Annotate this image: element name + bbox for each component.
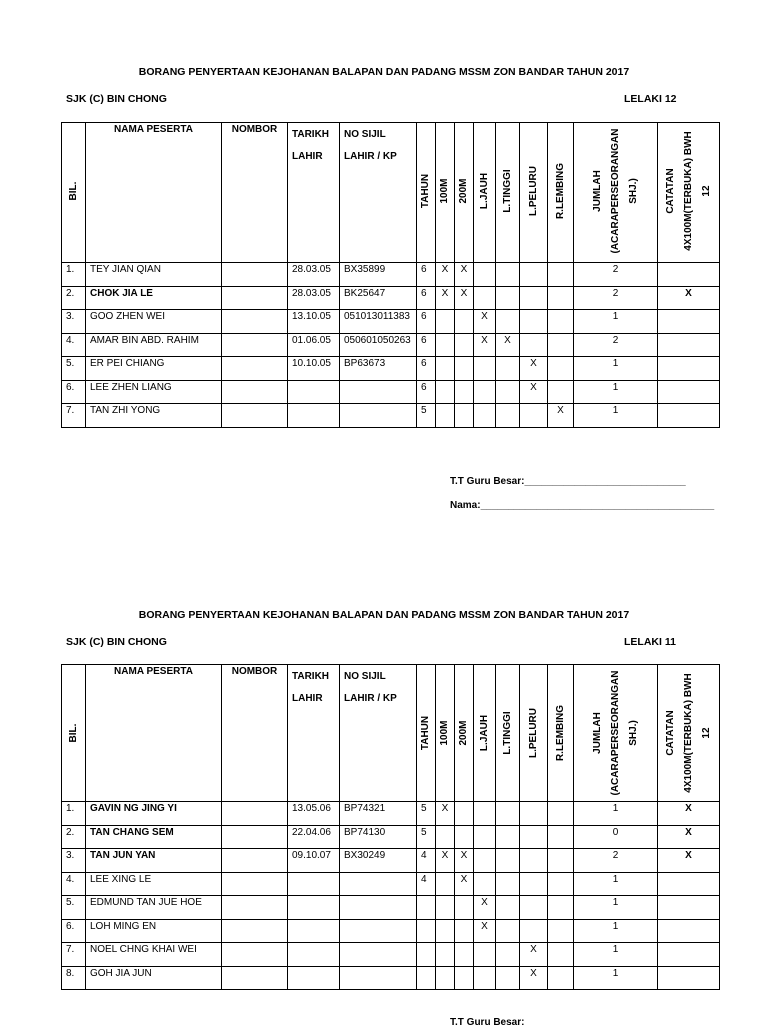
cell-bil: 2.	[66, 826, 75, 838]
table-row	[62, 802, 720, 826]
cell-nombor	[226, 802, 287, 803]
cell-tarikh	[292, 896, 339, 897]
cell-lpeluru	[520, 287, 547, 288]
cell-sijil	[344, 896, 416, 897]
cell-ljauh	[474, 287, 495, 288]
cell-ltinggi	[496, 920, 519, 921]
cell-rlembing	[548, 849, 573, 850]
cell-catatan: X	[685, 287, 692, 299]
cell-nama: CHOK JIA LE	[90, 287, 153, 299]
cell-nama: GOH JIA JUN	[90, 967, 152, 979]
cell-nama: TEY JIAN QIAN	[90, 264, 161, 275]
col-100m-header: 100M	[439, 178, 450, 204]
cell-ltinggi	[496, 404, 519, 405]
cell-ljauh	[474, 967, 495, 968]
cell-ltinggi	[496, 826, 519, 827]
cell-e100: X	[441, 264, 449, 275]
table-row	[62, 404, 720, 428]
cell-tarikh: 13.05.06	[292, 803, 331, 814]
cell-e200	[455, 802, 473, 803]
cell-ljauh: X	[481, 334, 488, 346]
cell-sijil	[344, 967, 416, 968]
cell-catatan: X	[685, 803, 692, 814]
form2-signature-line: T.T Guru Besar:	[450, 1017, 525, 1028]
col-bil-header: BIL.	[67, 181, 79, 201]
col-200m-header: 200M	[458, 720, 469, 746]
cell-jumlah: 1	[612, 897, 619, 908]
cell-tahun: 6	[421, 287, 427, 299]
cell-ljauh	[474, 357, 495, 358]
cell-nama: GAVIN NG JING YI	[90, 803, 177, 814]
col-rlembing-header: R.LEMBING	[554, 704, 566, 762]
cell-ltinggi	[496, 263, 519, 264]
cell-ltinggi: X	[504, 334, 511, 346]
cell-nombor	[226, 263, 287, 264]
cell-catatan	[658, 873, 719, 874]
cell-catatan	[658, 357, 719, 358]
cell-rlembing	[548, 920, 573, 921]
cell-ltinggi	[496, 357, 519, 358]
cell-e100: X	[441, 803, 449, 814]
cell-tarikh: 10.10.05	[292, 358, 331, 369]
cell-tarikh: 28.03.05	[292, 264, 331, 275]
cell-nama: LOH MING EN	[90, 920, 157, 932]
cell-nama: TAN ZHI YONG	[90, 405, 161, 416]
col-100m-header: 100M	[439, 720, 450, 746]
cell-tahun: 6	[421, 334, 427, 346]
form2-school-name: SJK (C) BIN CHONG	[66, 636, 167, 648]
cell-lpeluru	[520, 920, 547, 921]
col-nama-header: NAMA PESERTA	[114, 666, 193, 677]
cell-sijil	[344, 920, 416, 921]
cell-bil: 7.	[66, 405, 75, 416]
cell-rlembing	[548, 357, 573, 358]
cell-e200: X	[460, 873, 468, 885]
col-lpeluru-header: L.PELURU	[527, 708, 539, 758]
table-header-row	[62, 123, 720, 263]
col-nama-header: NAMA PESERTA	[114, 124, 193, 135]
table-row	[62, 357, 720, 381]
cell-tahun: 6	[421, 311, 427, 322]
cell-nama: EDMUND TAN JUE HOE	[90, 897, 202, 908]
col-lpeluru-header: L.PELURU	[527, 166, 539, 216]
cell-ljauh	[474, 849, 495, 850]
col-rlembing-header: R.LEMBING	[554, 162, 566, 220]
table-row	[62, 919, 720, 943]
cell-catatan	[658, 263, 719, 264]
cell-lpeluru	[520, 263, 547, 264]
col-nombor-header: NOMBOR	[231, 666, 278, 677]
cell-rlembing	[548, 873, 573, 874]
cell-ljauh	[474, 943, 495, 944]
cell-nombor	[226, 404, 287, 405]
cell-e100	[436, 896, 454, 897]
cell-ljauh	[474, 802, 495, 803]
col-catatan-header: CATATAN 4X100M(TERBUKA) BWH 12	[664, 131, 712, 251]
cell-catatan	[658, 967, 719, 968]
cell-jumlah: 2	[612, 334, 619, 346]
cell-jumlah: 2	[612, 264, 619, 275]
cell-catatan: X	[685, 826, 692, 838]
cell-jumlah: 0	[612, 826, 619, 838]
cell-nombor	[226, 873, 287, 874]
cell-sijil: 050601050263	[344, 334, 411, 346]
cell-lpeluru	[520, 826, 547, 827]
cell-lpeluru: X	[530, 944, 537, 955]
cell-sijil: BX35899	[344, 264, 386, 275]
cell-nama: NOEL CHNG KHAI WEI	[90, 944, 197, 955]
cell-nombor	[226, 334, 287, 335]
cell-tarikh	[292, 873, 339, 874]
table-row	[62, 849, 720, 873]
table-row	[62, 310, 720, 334]
cell-tarikh: 13.10.05	[292, 311, 331, 322]
cell-nombor	[226, 896, 287, 897]
cell-tahun: 6	[421, 358, 427, 369]
cell-sijil: BX30249	[344, 850, 386, 861]
col-sijil-header: NO SIJIL LAHIR / KP	[344, 129, 397, 162]
cell-nombor	[226, 310, 287, 311]
form1-category: LELAKI 12	[624, 93, 677, 105]
cell-nombor	[226, 920, 287, 921]
cell-ltinggi	[496, 967, 519, 968]
cell-tarikh	[292, 967, 339, 968]
cell-e100	[436, 826, 454, 827]
cell-ljauh: X	[481, 311, 488, 322]
table-row	[62, 872, 720, 896]
cell-lpeluru	[520, 873, 547, 874]
cell-sijil: BP74321	[344, 803, 386, 814]
cell-catatan	[658, 896, 719, 897]
cell-tarikh	[292, 381, 339, 382]
cell-e200	[455, 896, 473, 897]
cell-bil: 3.	[66, 850, 75, 861]
cell-nombor	[226, 826, 287, 827]
cell-bil: 4.	[66, 334, 75, 346]
table-row	[62, 286, 720, 310]
cell-bil: 6.	[66, 381, 75, 393]
cell-jumlah: 1	[612, 873, 619, 885]
cell-ljauh	[474, 873, 495, 874]
cell-e100	[436, 920, 454, 921]
col-tarikh-header: TARIKH LAHIR	[292, 671, 330, 704]
cell-catatan: X	[685, 850, 692, 861]
table-row	[62, 966, 720, 990]
cell-nama: AMAR BIN ABD. RAHIM	[90, 334, 199, 346]
cell-e200	[455, 826, 473, 827]
cell-ljauh	[474, 263, 495, 264]
cell-ltinggi	[496, 873, 519, 874]
col-jumlah-header: JUMLAH (ACARAPERSEORANGAN SHJ.)	[591, 128, 639, 254]
cell-ltinggi	[496, 381, 519, 382]
cell-nama: LEE ZHEN LIANG	[90, 381, 172, 393]
cell-ltinggi	[496, 802, 519, 803]
cell-nama: ER PEI CHIANG	[90, 358, 165, 369]
cell-ltinggi	[496, 310, 519, 311]
cell-bil: 1.	[66, 803, 75, 814]
col-200m-header: 200M	[458, 178, 469, 204]
cell-tahun	[421, 920, 435, 921]
cell-lpeluru: X	[530, 967, 537, 979]
cell-e100	[436, 381, 454, 382]
cell-e200	[455, 357, 473, 358]
col-catatan-header: CATATAN 4X100M(TERBUKA) BWH 12	[664, 673, 712, 793]
cell-e100	[436, 357, 454, 358]
cell-nombor	[226, 849, 287, 850]
col-nombor-header: NOMBOR	[231, 124, 278, 135]
cell-rlembing	[548, 826, 573, 827]
cell-catatan	[658, 920, 719, 921]
cell-jumlah: 1	[612, 967, 619, 979]
cell-ljauh	[474, 404, 495, 405]
cell-nombor	[226, 381, 287, 382]
cell-jumlah: 2	[612, 287, 619, 299]
cell-nombor	[226, 967, 287, 968]
cell-bil: 1.	[66, 264, 75, 275]
form1-name-line: Nama:__________________________________________	[450, 500, 715, 511]
cell-e200: X	[460, 264, 468, 275]
cell-ljauh: X	[481, 920, 488, 932]
cell-rlembing	[548, 287, 573, 288]
cell-catatan	[658, 310, 719, 311]
table-row	[62, 380, 720, 404]
form2-entry-table	[61, 664, 720, 990]
cell-e200	[455, 943, 473, 944]
cell-sijil: 051013011383	[344, 311, 410, 322]
cell-jumlah: 1	[612, 381, 619, 393]
cell-bil: 7.	[66, 944, 75, 955]
cell-jumlah: 1	[612, 920, 619, 932]
table-row	[62, 333, 720, 357]
cell-nombor	[226, 287, 287, 288]
cell-tahun	[421, 896, 435, 897]
cell-sijil	[344, 943, 416, 944]
cell-nombor	[226, 943, 287, 944]
cell-tarikh: 22.04.06	[292, 826, 331, 838]
cell-catatan	[658, 404, 719, 405]
cell-ltinggi	[496, 943, 519, 944]
cell-sijil	[344, 404, 416, 405]
cell-catatan	[658, 943, 719, 944]
cell-bil: 4.	[66, 873, 75, 885]
cell-e100	[436, 334, 454, 335]
cell-sijil	[344, 381, 416, 382]
cell-tahun: 6	[421, 381, 427, 393]
col-ljauh-header: L.JAUH	[478, 714, 490, 752]
cell-e200: X	[460, 850, 468, 861]
cell-jumlah: 1	[612, 405, 619, 416]
cell-bil: 8.	[66, 967, 75, 979]
cell-e200	[455, 381, 473, 382]
table-header-row	[62, 665, 720, 802]
cell-tahun: 5	[421, 803, 427, 814]
cell-rlembing	[548, 263, 573, 264]
cell-bil: 6.	[66, 920, 75, 932]
table-row	[62, 263, 720, 287]
cell-ltinggi	[496, 287, 519, 288]
cell-catatan	[658, 381, 719, 382]
cell-lpeluru	[520, 849, 547, 850]
cell-rlembing	[548, 896, 573, 897]
cell-jumlah: 1	[612, 803, 619, 814]
cell-bil: 2.	[66, 287, 75, 299]
table-row	[62, 825, 720, 849]
col-ltinggi-header: L.TINGGI	[501, 711, 513, 755]
cell-tarikh	[292, 404, 339, 405]
cell-lpeluru	[520, 802, 547, 803]
form2-category: LELAKI 11	[624, 636, 676, 648]
cell-tahun: 5	[421, 826, 427, 838]
cell-sijil	[344, 873, 416, 874]
cell-sijil: BK25647	[344, 287, 386, 299]
cell-e100: X	[441, 850, 449, 861]
cell-jumlah: 1	[612, 944, 619, 955]
cell-e200	[455, 404, 473, 405]
cell-rlembing	[548, 334, 573, 335]
cell-sijil: BP63673	[344, 358, 386, 369]
cell-rlembing: X	[557, 405, 564, 416]
cell-tahun	[421, 943, 435, 944]
form1-entry-table	[61, 122, 720, 428]
cell-ltinggi	[496, 849, 519, 850]
cell-tarikh	[292, 943, 339, 944]
cell-sijil: BP74130	[344, 826, 386, 838]
cell-tarikh: 01.06.05	[292, 334, 331, 346]
cell-e200	[455, 310, 473, 311]
col-jumlah-header: JUMLAH (ACARAPERSEORANGAN SHJ.)	[591, 670, 639, 796]
cell-e200	[455, 920, 473, 921]
cell-lpeluru: X	[530, 381, 537, 393]
cell-e200	[455, 334, 473, 335]
cell-jumlah: 2	[612, 850, 619, 861]
cell-rlembing	[548, 943, 573, 944]
cell-ljauh	[474, 826, 495, 827]
cell-nombor	[226, 357, 287, 358]
table-row	[62, 896, 720, 920]
cell-e200: X	[460, 287, 468, 299]
cell-nama: LEE XING LE	[90, 873, 152, 885]
cell-lpeluru: X	[530, 358, 537, 369]
col-tahun-header: TAHUN	[420, 715, 431, 751]
cell-lpeluru	[520, 310, 547, 311]
cell-tarikh: 09.10.07	[292, 850, 331, 861]
table-row	[62, 943, 720, 967]
cell-e100	[436, 943, 454, 944]
cell-catatan	[658, 334, 719, 335]
col-tarikh-header: TARIKH LAHIR	[292, 129, 330, 162]
cell-ljauh	[474, 381, 495, 382]
cell-lpeluru	[520, 896, 547, 897]
cell-jumlah: 1	[612, 311, 619, 322]
cell-e100: X	[441, 287, 449, 299]
form2-title: BORANG PENYERTAAN KEJOHANAN BALAPAN DAN PADANG MSSM ZON BANDAR TAHUN 2017	[138, 609, 630, 621]
form1-school-name: SJK (C) BIN CHONG	[66, 93, 167, 105]
form1-title: BORANG PENYERTAAN KEJOHANAN BALAPAN DAN PADANG MSSM ZON BANDAR TAHUN 2017	[138, 66, 630, 78]
cell-rlembing	[548, 967, 573, 968]
cell-e100	[436, 967, 454, 968]
cell-tahun: 4	[421, 873, 427, 885]
cell-tarikh: 28.03.05	[292, 287, 331, 299]
cell-rlembing	[548, 802, 573, 803]
cell-ltinggi	[496, 896, 519, 897]
col-ljauh-header: L.JAUH	[478, 172, 490, 210]
cell-e200	[455, 967, 473, 968]
cell-jumlah: 1	[612, 358, 619, 369]
cell-rlembing	[548, 381, 573, 382]
cell-tahun	[421, 967, 435, 968]
col-tahun-header: TAHUN	[420, 173, 431, 209]
cell-nama: GOO ZHEN WEI	[90, 311, 165, 322]
cell-e100	[436, 404, 454, 405]
cell-bil: 5.	[66, 897, 75, 908]
cell-tahun: 5	[421, 405, 427, 416]
cell-rlembing	[548, 310, 573, 311]
cell-tahun: 4	[421, 850, 427, 861]
cell-tarikh	[292, 920, 339, 921]
cell-bil: 5.	[66, 358, 75, 369]
cell-lpeluru	[520, 404, 547, 405]
col-bil-header: BIL.	[67, 723, 79, 743]
form1-signature-line: T.T Guru Besar:_____________________________	[450, 476, 686, 487]
cell-bil: 3.	[66, 311, 75, 322]
cell-e100	[436, 310, 454, 311]
cell-ljauh: X	[481, 897, 488, 908]
cell-e100	[436, 873, 454, 874]
col-sijil-header: NO SIJIL LAHIR / KP	[344, 671, 397, 704]
cell-nama: TAN CHANG SEM	[90, 826, 174, 838]
cell-tahun: 6	[421, 264, 427, 275]
cell-lpeluru	[520, 334, 547, 335]
col-ltinggi-header: L.TINGGI	[501, 169, 513, 213]
cell-nama: TAN JUN YAN	[90, 850, 156, 861]
